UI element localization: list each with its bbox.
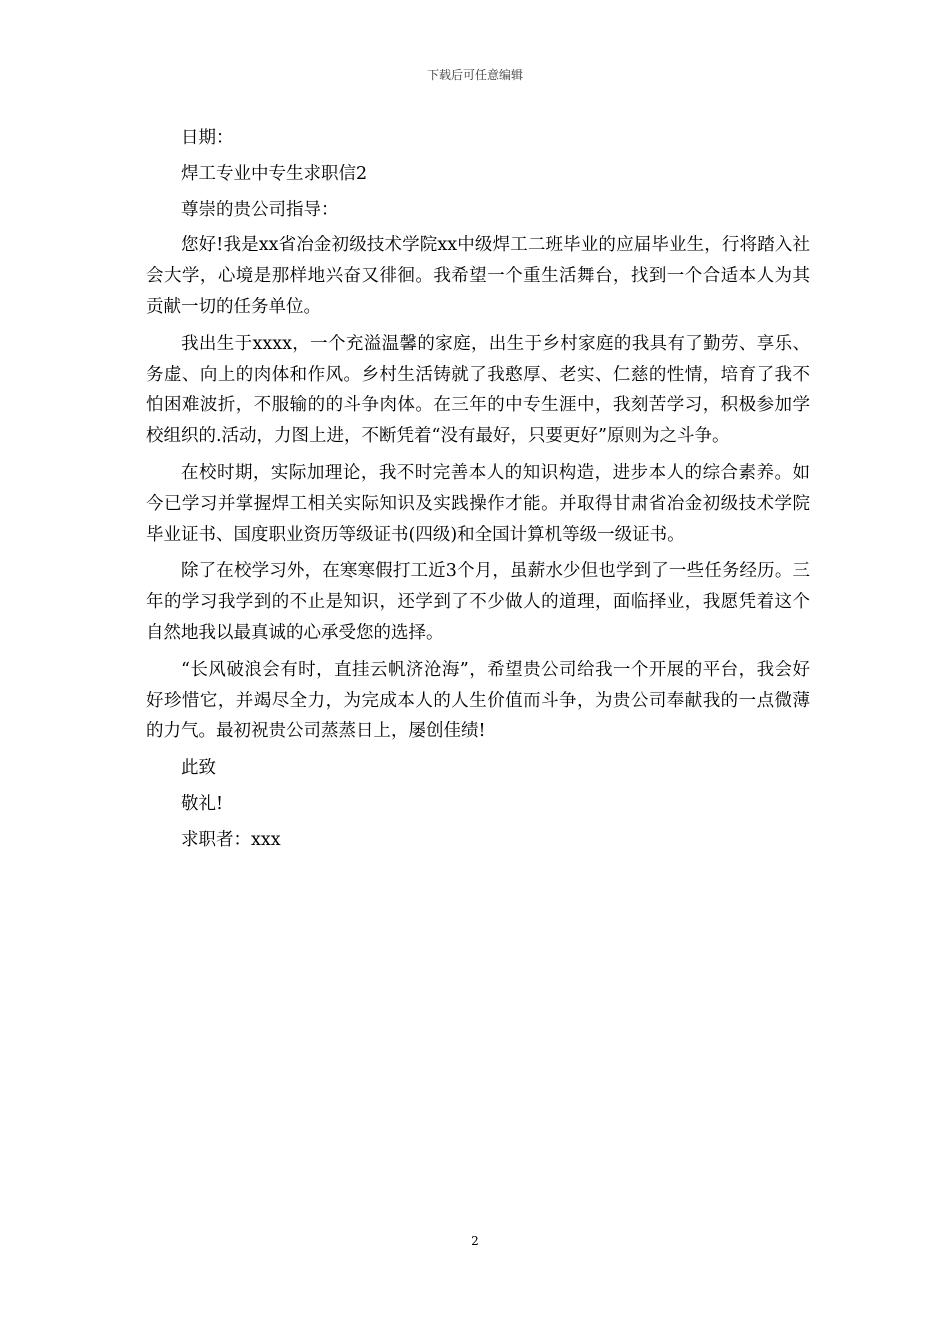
paragraph-closing-wish: “长风破浪会有时，直挂云帆济沧海”，希望贵公司给我一个开展的平台，我会好好珍惜它，并竭尽全力，为完成本人的人生价值而斗争，为贵公司奉献我的一点微薄的力气。最初祝贵公司蒸蒸日上，屡创佳绩! [146,659,810,742]
regards-line: 敬礼! [181,793,224,814]
salutation: 尊崇的贵公司指导： [181,199,339,220]
letter-body [146,123,810,861]
page-header: 下载后可任意编辑 [426,68,523,82]
letter-title: 焊工专业中专生求职信2 [181,163,368,184]
paragraph-experience: 除了在校学习外，在寒寒假打工近3个月，虽薪水少但也学到了一些任务经历。三年的学习我学到的不止是知识，还学到了不少做人的道理，面临择业，我愿凭着这个自然地我以最真诚的心承受您的选择。 [146,561,810,643]
signature-line: 求职者：xxx [181,829,281,850]
paragraph-education: 在校时期，实际加理论，我不时完善本人的知识构造，进步本人的综合素养。如今已学习并掌握焊工相关实际知识及实践操作才能。并取得甘肃省冶金初级技术学院毕业证书、国度职业资历等级证书(四级)和全国计算机等级一级证书。 [146,462,810,545]
closing-line: 此致 [181,758,216,779]
paragraph-intro: 您好!我是xx省冶金初级技术学院xx中级焊工二班毕业的应届毕业生，行将踏入社会大学，心境是那样地兴奋又徘徊。我希望一个重生活舞台，找到一个合适本人为其贡献一切的任务单位。 [146,235,810,317]
page-number: 2 [471,1234,479,1248]
paragraph-background: 我出生于xxxx，一个充溢温馨的家庭，出生于乡村家庭的我具有了勤劳、享乐、务虚、向上的肉体和作风。乡村生活铸就了我憨厚、老实、仁慈的性情，培育了我不怕困难波折，不服输的的斗争肉体。在三年的中专生涯中，我刻苦学习，积极参加学校组织的.活动，力图上进，不断凭着“没有最好，只要更好”原则为之斗争。 [146,333,810,447]
date-line: 日期： [181,128,234,148]
